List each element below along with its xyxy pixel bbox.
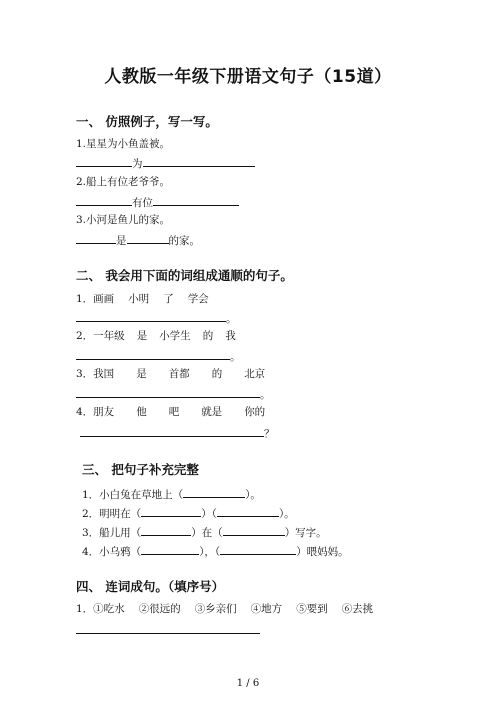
blank[interactable] xyxy=(217,505,279,517)
s3-q3 xyxy=(82,524,327,540)
blank[interactable] xyxy=(141,505,201,517)
word: 吧 xyxy=(168,406,180,418)
answer-line[interactable] xyxy=(76,310,226,322)
s2-q2 xyxy=(76,329,236,343)
punct: 。 xyxy=(230,351,241,363)
answer-line[interactable] xyxy=(76,348,230,360)
word: 是 xyxy=(136,330,148,342)
s3-q4 xyxy=(82,543,349,559)
s2-q1 xyxy=(76,292,209,306)
s1-a2-word: 有位 xyxy=(132,197,153,209)
word: ②很远的 xyxy=(138,603,181,615)
word: 的 xyxy=(211,368,223,380)
s1-q2: 2.船上有位老爷爷。 xyxy=(76,176,171,188)
section-3-heading: 三、 把句子补充完整 xyxy=(82,462,199,477)
word: 首都 xyxy=(168,368,190,380)
s1-q3: 3.小河是鱼儿的家。 xyxy=(76,214,171,226)
blank[interactable] xyxy=(76,232,116,244)
word: 1．画画 xyxy=(76,293,115,305)
s1-a3-end: 的家。 xyxy=(168,235,200,247)
punct: ？ xyxy=(264,428,275,440)
text: ）在（ xyxy=(191,527,223,539)
word: ④地方 xyxy=(250,603,283,615)
answer-line[interactable] xyxy=(80,425,264,437)
s2-a3 xyxy=(76,386,271,402)
s4-q1 xyxy=(76,602,373,616)
s1-a1-word: 为 xyxy=(132,158,143,170)
page-number: 1 / 6 xyxy=(236,678,260,689)
text: 1．小白兔在草地上（ xyxy=(82,489,184,501)
word: 4．朋友 xyxy=(76,406,115,418)
s2-a4 xyxy=(80,425,275,441)
answer-line[interactable] xyxy=(76,386,260,398)
blank[interactable] xyxy=(220,543,296,555)
s4-a1 xyxy=(76,622,260,638)
s1-a2 xyxy=(76,194,239,210)
word: 3．我国 xyxy=(76,368,115,380)
word: 就是 xyxy=(201,406,223,418)
word: 的 xyxy=(202,330,214,342)
s2-a1 xyxy=(76,310,237,326)
text: 3．船儿用（ xyxy=(82,527,142,539)
text: 4．小乌鸦（ xyxy=(82,546,142,558)
text: ）。 xyxy=(245,489,261,501)
s2-a2 xyxy=(76,348,241,364)
blank[interactable] xyxy=(223,524,285,536)
s1-a1 xyxy=(76,155,255,171)
blank[interactable] xyxy=(143,155,255,167)
word: ③乡亲们 xyxy=(194,603,237,615)
s2-q4 xyxy=(76,405,265,419)
word: 他 xyxy=(136,406,147,418)
section-2-heading: 二、 我会用下面的词组成通顺的句子。 xyxy=(76,268,293,283)
s1-q1: 1.星星为小鱼盖被。 xyxy=(76,138,171,150)
s1-a3-word: 是 xyxy=(116,235,127,247)
text: 2．明明在（ xyxy=(82,508,142,520)
punct: 。 xyxy=(226,313,237,325)
blank[interactable] xyxy=(141,543,199,555)
word: 你的 xyxy=(244,406,266,418)
blank[interactable] xyxy=(127,232,169,244)
word: 小学生 xyxy=(159,330,191,342)
s3-q1 xyxy=(82,486,261,502)
word: ⑤要到 xyxy=(296,603,328,615)
word: 2．一年级 xyxy=(76,330,125,342)
s3-q2 xyxy=(82,505,295,521)
word: 我 xyxy=(225,330,236,342)
blank[interactable] xyxy=(153,194,239,206)
section-4-heading: 四、 连词成句。（填序号） xyxy=(76,579,225,594)
text: ）（ xyxy=(201,508,217,520)
word: 1．①吃水 xyxy=(76,603,125,615)
word: 北京 xyxy=(244,368,266,380)
word: 小明 xyxy=(128,293,150,305)
s1-a3 xyxy=(76,232,200,248)
word: 了 xyxy=(163,293,174,305)
blank[interactable] xyxy=(76,194,132,206)
s2-q3 xyxy=(76,367,265,381)
blank[interactable] xyxy=(76,155,132,167)
section-1-heading: 一、 仿照例子，写一写。 xyxy=(76,114,218,129)
word: 是 xyxy=(136,368,147,380)
page-title: 人教版一年级下册语文句子（15道） xyxy=(104,67,392,87)
text: ），（ xyxy=(199,546,221,558)
blank[interactable] xyxy=(141,524,191,536)
blank[interactable] xyxy=(183,486,245,498)
word: 学会 xyxy=(187,293,209,305)
text: ）写字。 xyxy=(284,527,327,539)
punct: 。 xyxy=(260,389,271,401)
answer-line[interactable] xyxy=(76,622,260,634)
text: ）喂妈妈。 xyxy=(296,546,349,558)
text: ）。 xyxy=(278,508,295,520)
word: ⑥去挑 xyxy=(341,603,374,615)
